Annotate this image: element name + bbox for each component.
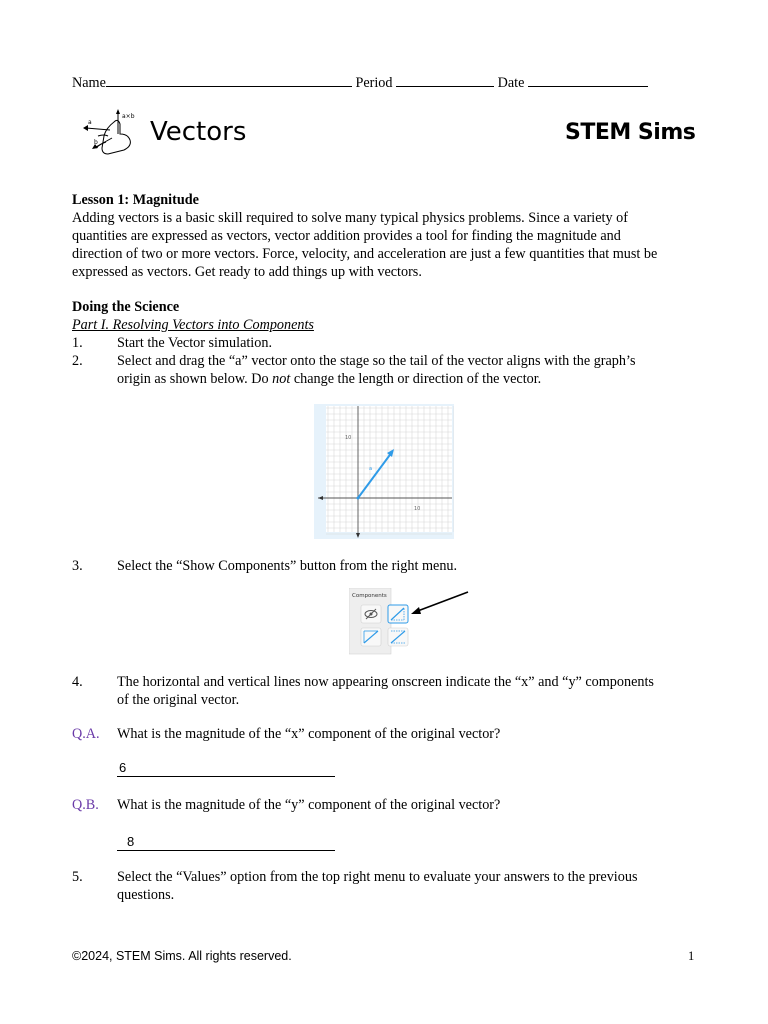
- page-title: Vectors: [150, 117, 247, 147]
- section-heading: Doing the Science: [72, 299, 180, 315]
- step-fragment: origin as shown below. Do: [117, 371, 273, 387]
- step-number: 1.: [72, 335, 83, 351]
- intro-line: direction of two or more vectors. Force, velocity, and acceleration are just a few quantities that must be: [72, 246, 658, 262]
- lesson-intro: [72, 209, 702, 281]
- svg-text:a: a: [88, 119, 92, 126]
- step-line: questions.: [117, 887, 175, 903]
- step-number: 5.: [72, 869, 83, 885]
- pointer-arrow-icon: [411, 592, 468, 614]
- components-title: Components: [352, 593, 387, 599]
- answer-value: 6: [119, 760, 127, 775]
- step-line: Select the “Values” option from the top right menu to evaluate your answers to the previous: [117, 869, 638, 885]
- svg-text:b: b: [94, 139, 98, 146]
- part-heading: Part I. Resolving Vectors into Components: [72, 317, 314, 333]
- question-text: What is the magnitude of the “y” component of the original vector?: [117, 797, 501, 813]
- step-text: [117, 352, 707, 388]
- brand-logo: STEM Sims: [565, 120, 696, 145]
- answer-field-y[interactable]: [117, 834, 335, 851]
- hand-rule-icon: [80, 108, 138, 158]
- x-tick-label: 10: [414, 506, 421, 512]
- step-line: The horizontal and vertical lines now appearing onscreen indicate the “x” and “y” components: [117, 674, 654, 690]
- name-blank[interactable]: [106, 74, 352, 87]
- step-number: 2.: [72, 353, 83, 369]
- date-blank[interactable]: [528, 74, 648, 87]
- step-text: [117, 868, 707, 904]
- period-blank[interactable]: [396, 74, 494, 87]
- name-label: Name: [72, 75, 106, 91]
- copyright: ©2024, STEM Sims. All rights reserved.: [72, 949, 292, 963]
- step-number: 3.: [72, 558, 83, 574]
- answer-field-x[interactable]: [117, 760, 335, 777]
- question-text: What is the magnitude of the “x” component of the original vector?: [117, 726, 501, 742]
- y-tick-label: 10: [345, 435, 352, 441]
- question-label: Q.A.: [72, 726, 100, 742]
- step-fragment: change the length or direction of the vector.: [290, 371, 542, 387]
- date-label: Date: [497, 75, 525, 91]
- emphasis: not: [272, 371, 291, 387]
- vector-label: a: [369, 466, 373, 472]
- components-panel-image: [349, 588, 471, 656]
- answer-value: 8: [127, 834, 135, 849]
- lesson-heading: Lesson 1: Magnitude: [72, 192, 199, 208]
- step-text: Select the “Show Components” button from the right menu.: [117, 558, 458, 574]
- step-line: [117, 370, 707, 388]
- vector-graph-image: [314, 404, 454, 539]
- intro-line: Adding vectors is a basic skill required to solve many typical physics problems. Since a variety of: [72, 210, 628, 226]
- student-info-line: [72, 74, 648, 92]
- step-text: Start the Vector simulation.: [117, 335, 272, 351]
- intro-line: quantities are expressed as vectors, vector addition provides a tool for finding the magnitude and: [72, 228, 621, 244]
- step-line: of the original vector.: [117, 692, 240, 708]
- page-number: 1: [688, 949, 695, 963]
- step-number: 4.: [72, 674, 83, 690]
- question-label: Q.B.: [72, 797, 99, 813]
- period-label: Period: [355, 75, 393, 91]
- step-line: Select and drag the “a” vector onto the stage so the tail of the vector aligns with the graph’s: [117, 353, 636, 369]
- intro-line: expressed as vectors. Get ready to add things up with vectors.: [72, 264, 422, 280]
- icon-axb-label: a×b: [122, 113, 135, 120]
- step-text: [117, 673, 707, 709]
